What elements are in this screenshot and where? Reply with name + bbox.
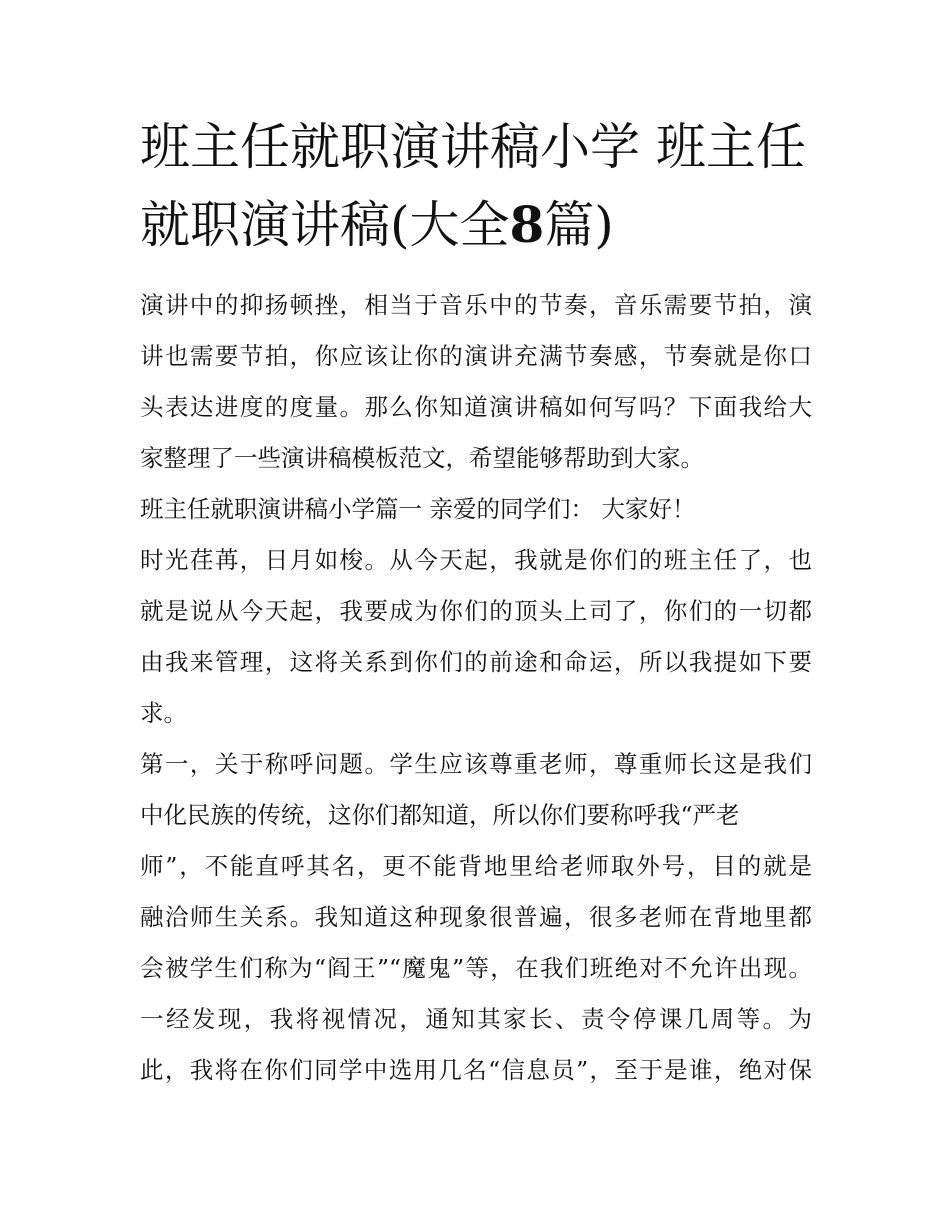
body-line: 班主任就职演讲稿小学篇一 亲爱的同学们： 大家好！: [140, 495, 696, 523]
body-line: 此，我将在你们同学中选用几名“信息员”，至于是谁，绝对保: [140, 1056, 812, 1084]
body-line: 讲也需要节拍，你应该让你的演讲充满节奏感，节奏就是你口: [140, 342, 812, 370]
body-line: 会被学生们称为“阎王”“魔鬼”等，在我们班绝对不允许出现。: [140, 954, 812, 982]
body-line: 中化民族的传统，这你们都知道，所以你们要称呼我“严老: [140, 801, 740, 829]
body-line: 一经发现，我将视情况，通知其家长、责令停课几周等。为: [140, 1005, 812, 1033]
title-line-2-number: 8: [509, 195, 545, 254]
body-line: 由我来管理，这将关系到你们的前途和命运，所以我提如下要: [140, 648, 812, 676]
document-content: [140, 108, 812, 1096]
body-line: 第一，关于称呼问题。学生应该尊重老师，尊重师长这是我们: [140, 750, 812, 778]
body-line: 融洽师生关系。我知道这种现象很普遍，很多老师在背地里都: [140, 903, 812, 931]
body-line: 演讲中的抑扬顿挫，相当于音乐中的节奏，音乐需要节拍，演: [140, 291, 812, 319]
body-line: 时光荏苒，日月如梭。从今天起，我就是你们的班主任了，也: [140, 546, 812, 574]
body-line: 师”，不能直呼其名，更不能背地里给老师取外号，目的就是: [140, 852, 812, 880]
title-line-2-prefix: 就职演讲稿(大全: [140, 196, 510, 254]
title-line-1: 班主任就职演讲稿小学 班主任: [140, 118, 806, 176]
title-line-2-suffix: 篇): [544, 196, 614, 254]
body-line: 头表达进度的度量。那么你知道演讲稿如何写吗？下面我给大: [140, 393, 812, 421]
body-line: 求。: [140, 699, 187, 727]
body-line: 就是说从今天起，我要成为你们的顶头上司了，你们的一切都: [140, 597, 812, 625]
document-title: [140, 108, 812, 264]
body-line: 家整理了一些演讲稿模板范文，希望能够帮助到大家。: [140, 444, 704, 472]
document-body: [140, 280, 812, 1096]
